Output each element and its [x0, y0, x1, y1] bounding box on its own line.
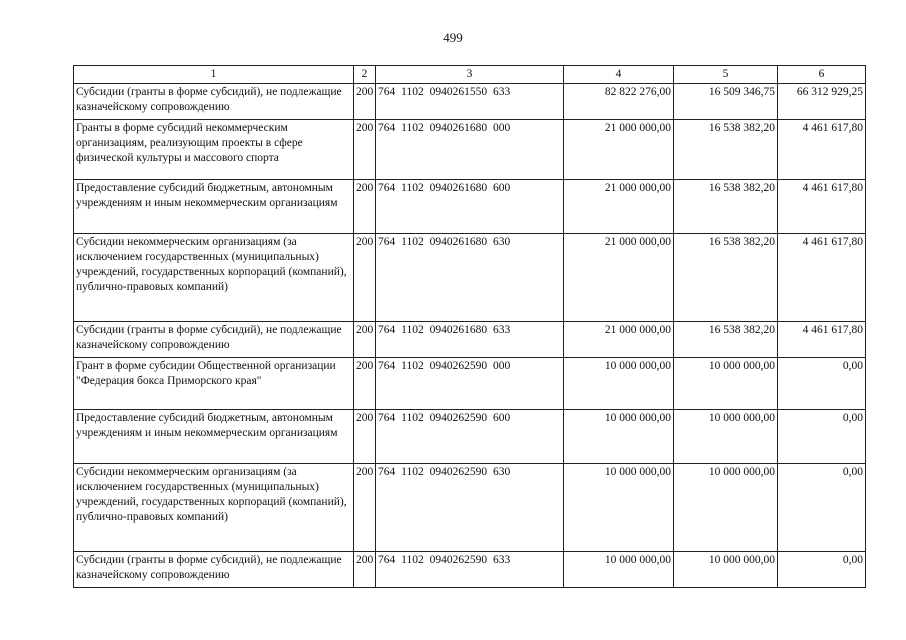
row-description: Субсидии (гранты в форме субсидий), не подлежащие казначейскому сопровождению: [74, 552, 354, 588]
row-value-4: 10 000 000,00: [564, 552, 674, 588]
row-value-4: 82 822 276,00: [564, 84, 674, 120]
row-code-a: 200: [354, 464, 376, 552]
table-row: [74, 410, 866, 464]
row-budget-code: 764 1102 0940262590 630: [376, 464, 564, 552]
column-header: 6: [778, 66, 866, 84]
row-budget-code: 764 1102 0940261680 000: [376, 120, 564, 180]
row-description: Субсидии некоммерческим организациям (за исключением государственных (муниципальных) учреждений, государственных корпораций (компаний), публично-правовых компаний): [74, 464, 354, 552]
column-header: 3: [376, 66, 564, 84]
row-budget-code: 764 1102 0940261550 633: [376, 84, 564, 120]
table-row: [74, 552, 866, 588]
row-value-5: 16 509 346,75: [674, 84, 778, 120]
row-description: Предоставление субсидий бюджетным, автономным учреждениям и иным некоммерческим организациям: [74, 180, 354, 234]
row-value-5: 16 538 382,20: [674, 234, 778, 322]
row-code-a: 200: [354, 410, 376, 464]
row-value-6: 0,00: [778, 410, 866, 464]
row-budget-code: 764 1102 0940262590 000: [376, 358, 564, 410]
budget-table: [73, 65, 866, 588]
row-value-4: 21 000 000,00: [564, 234, 674, 322]
row-budget-code: 764 1102 0940261680 630: [376, 234, 564, 322]
table-row: [74, 464, 866, 552]
column-header: 5: [674, 66, 778, 84]
row-value-5: 16 538 382,20: [674, 322, 778, 358]
table-row: [74, 358, 866, 410]
row-code-a: 200: [354, 234, 376, 322]
row-value-6: 4 461 617,80: [778, 180, 866, 234]
row-value-5: 16 538 382,20: [674, 120, 778, 180]
header-row: [74, 66, 866, 84]
row-description: Субсидии некоммерческим организациям (за исключением государственных (муниципальных) учреждений, государственных корпораций (компаний), публично-правовых компаний): [74, 234, 354, 322]
table-row: [74, 234, 866, 322]
row-value-6: 0,00: [778, 358, 866, 410]
row-code-a: 200: [354, 358, 376, 410]
row-value-5: 10 000 000,00: [674, 358, 778, 410]
row-description: Предоставление субсидий бюджетным, автономным учреждениям и иным некоммерческим организациям: [74, 410, 354, 464]
row-value-4: 10 000 000,00: [564, 358, 674, 410]
row-code-a: 200: [354, 120, 376, 180]
column-header: 2: [354, 66, 376, 84]
row-value-6: 0,00: [778, 552, 866, 588]
row-code-a: 200: [354, 180, 376, 234]
row-value-4: 10 000 000,00: [564, 410, 674, 464]
table-row: [74, 84, 866, 120]
row-budget-code: 764 1102 0940261680 633: [376, 322, 564, 358]
row-code-a: 200: [354, 322, 376, 358]
row-budget-code: 764 1102 0940261680 600: [376, 180, 564, 234]
row-value-6: 0,00: [778, 464, 866, 552]
row-value-4: 21 000 000,00: [564, 322, 674, 358]
row-value-4: 21 000 000,00: [564, 120, 674, 180]
row-budget-code: 764 1102 0940262590 600: [376, 410, 564, 464]
row-value-6: 4 461 617,80: [778, 120, 866, 180]
row-description: Субсидии (гранты в форме субсидий), не подлежащие казначейскому сопровождению: [74, 84, 354, 120]
row-value-5: 16 538 382,20: [674, 180, 778, 234]
row-value-6: 4 461 617,80: [778, 322, 866, 358]
page-number: 499: [443, 30, 463, 45]
row-value-5: 10 000 000,00: [674, 552, 778, 588]
row-value-4: 21 000 000,00: [564, 180, 674, 234]
row-value-5: 10 000 000,00: [674, 410, 778, 464]
row-code-a: 200: [354, 552, 376, 588]
row-description: Субсидии (гранты в форме субсидий), не подлежащие казначейскому сопровождению: [74, 322, 354, 358]
table-row: [74, 120, 866, 180]
row-value-4: 10 000 000,00: [564, 464, 674, 552]
row-code-a: 200: [354, 84, 376, 120]
row-budget-code: 764 1102 0940262590 633: [376, 552, 564, 588]
row-value-5: 10 000 000,00: [674, 464, 778, 552]
row-description: Гранты в форме субсидий некоммерческим организациям, реализующим проекты в сфере физической культуры и массового спорта: [74, 120, 354, 180]
row-value-6: 66 312 929,25: [778, 84, 866, 120]
row-description: Грант в форме субсидии Общественной организации "Федерация бокса Приморского края": [74, 358, 354, 410]
table-row: [74, 322, 866, 358]
row-value-6: 4 461 617,80: [778, 234, 866, 322]
table-row: [74, 180, 866, 234]
column-header: 1: [74, 66, 354, 84]
column-header: 4: [564, 66, 674, 84]
